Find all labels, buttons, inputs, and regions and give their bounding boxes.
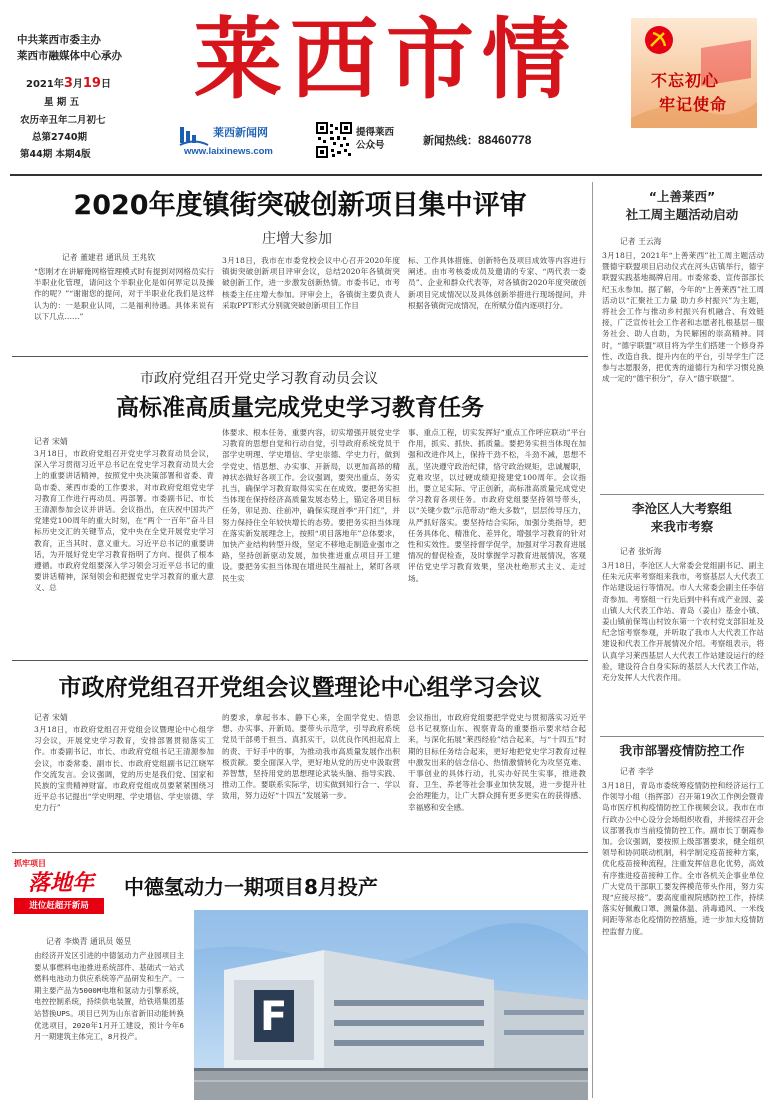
factory-photo-image	[194, 910, 588, 1100]
sidebar-byline-social-work: 记者 王云海	[620, 237, 662, 246]
article1-col1: “您刚才在讲解俺网格管理模式时有提到对网格员实行半职业化管理，请问这个半职业化是如何界定以及操作的呢？”“谢谢您的提问，对于半职业化我们是这样认为的：一是职业认同，二是福利待遇。具体来说有以下几点……”	[34, 267, 214, 321]
byline-hydrogen-project: 记者 李焕青 通讯员 姬昱	[46, 937, 132, 946]
byline-project-review: 记者 董建君 通讯员 王兆钦	[62, 253, 156, 262]
headline-project-review: 2020年度镇街突破创新项目集中评审	[73, 190, 527, 221]
issue-date: 2021年3月19日	[26, 76, 111, 91]
news-site-logo	[178, 124, 210, 146]
divider	[600, 494, 764, 495]
article2-col1: 3月18日，市政府党组召开党史学习教育动员会议，深入学习贯彻习近平总书记在党史学习教育动员大会上的重要讲话精神，按照党中央决策部署和省委、青岛市委、莱西市委的工作要求，对市政府党组党史学习教育工作进行再动员、再部署。市委副书记、市长王清源参加会议并讲话。会议指出，在庆祝中国共产党建党100周年的重大时刻，在“两个一百年”奋斗目标历史交汇的关键节点，党中央在全党开展党史学习教育，正当其时、意义重大。习近平总书记的重要讲话，为开展好党史学习教育指明了方向、提供了根本遵循。市政府党组要深入学习领会习近平总书记的重要讲话精神，深刻领会和把握党史学习教育的重大意义、总	[34, 449, 214, 593]
sidebar-headline-licang: 李沧区人大考察组 来我市考察	[631, 501, 732, 534]
sidebar-body-licang: 3月18日，李沧区人大常委会党组副书记、副主任朱元庆率考察组来我市，考察基层人大代表工作站建设运行等情况。市人大常委会副主任李信奇参加。考察组一行先后到中科有成产业园、姜山镇人大代表工作站、青岛（姜山）基金小镇、姜山镇前保驾山村饺东第一个农村党支部旧址及纪念馆考察参观，并听取了我市人大代表工作站建设和代表工作开展情况介绍。考察组表示，将认真学习莱西基层人大代表工作站建设运行的经验，建设符合自身实际的基层人大代表工作站，充分发挥人大代表作用。	[602, 561, 764, 683]
svg-text:F: F	[260, 994, 288, 1040]
byline-history-education: 记者 宋婧	[34, 437, 68, 446]
weekday: 星 期 五	[44, 97, 80, 108]
byline-party-meeting: 记者 宋婧	[34, 713, 68, 722]
sidebar-byline-licang: 记者 张炘海	[620, 547, 662, 556]
article3-col3: 会议指出，市政府党组要把学党史与贯彻落实习近平总书记视察山东、视察青岛的重要指示要求结合起来，与深化拓展“莱西经验”结合起来，与“十四五”时期的目标任务结合起来，更好地把党史学习教育过程中激发出来的信念信心、热情激情转化为攻坚克难、干事创业的具体行动，扎实办好民生实事，推进教育、卫生、养老等社会事业加快发展，进一步提升社会治理能力，让广大群众拥有更多更实在的获得感、幸福感和安全感。	[408, 713, 586, 812]
badge-sub-text: 进位赶超开新局	[14, 898, 104, 914]
sidebar-body-epidemic: 3月18日，青岛市委统筹疫情防控和经济运行工作领导小组（指挥部）召开第19次工作例会暨青岛市医疗机构疫情防控工作视频会议。我市在市行政办公中心设分会场组织收看，并接续召开会议部署我市当前疫情防控工作。副市长丁朝霞参加。会议强调，要按照上级部署要求，健全组织领导和协同联动机制，科学制定疫苗接种方案，优化疫苗接种流程，注重发挥信息化优势，高效有序推进疫苗接种工作。全市各机关企事业单位广大党员干部职工要发挥模范带头作用，努力实现“应接尽接”。要高度重视院感防控工作，持续落实好佩戴口罩、测量体温、消毒通风、一米线间距等常态化疫情防控措施，进一步加大疫情防控监督力度。	[602, 781, 764, 936]
article1-col2: 3月18日，我市在市委党校会议中心召开2020年度镇街突破创新项目评审会议，总结2020年各镇街突破创新工作，进一步激发创新热情。市委书记、市考核委主任庄增大参加。评审会上，各镇街主要负责人采取PPT形式分别就突破创新项目工作目	[222, 256, 400, 310]
newspaper-title: 莱西市情	[193, 7, 578, 111]
article4-body: 由经济开发区引进的中德氢动力产业园项目主要从事燃料电池推进系统部件、基础式一站式燃料电池动力供应系统等产品研发和生产。一期主要产品为5000M电堆和氢动力引擎系统，电控控制系统，持续供电装置，给铁塔集团基站替换UPS。项目已列为山东省新旧动能转换优选项目，2020年1月开工建设，预计今年6月一期建筑主体完工，8月投产。	[34, 951, 184, 1042]
subhead-project-review: 庄增大参加	[262, 231, 332, 247]
factory-photo	[194, 910, 588, 1100]
article3-col2: 的要求，拿起书本、静下心来，全面学党史、悟思想、办实事、开新局。要带头示范学，引导政府系统党员干部勇于担当、真抓实干，以优良作风担起肩上的责、干好手中的事，为推动我市高质量发展作出积极贡献。要全面深入学，更好地从党的历史中汲取营养智慧，坚持用党的思想理论武装头脑、指导实践、推动工作。要联系实际学，切实做到知行合一、学以致用，努力迈好“十四五”发展第一步。	[222, 713, 400, 801]
slogan-line-1: 不忘初心	[651, 71, 720, 90]
column-divider	[592, 182, 593, 1098]
project-badge	[14, 858, 106, 924]
qr-code[interactable]	[316, 122, 352, 158]
headline-history-education: 高标准高质量完成党史学习教育任务	[116, 395, 484, 421]
site-logo-icon	[178, 124, 210, 146]
masthead	[0, 0, 772, 170]
news-hotline: 新闻热线：88460778	[423, 133, 532, 147]
kicker-history-education: 市政府党组召开党史学习教育动员会议	[140, 371, 378, 387]
sidebar-headline-epidemic: 我市部署疫情防控工作	[619, 743, 745, 758]
sidebar-headline-social-work: “上善莱西” 社工周主题活动启动	[625, 189, 739, 222]
divider	[12, 660, 588, 661]
article1-col3: 标、工作具体措施、创新特色及项目成效等内容进行阐述。由市考核委成员及邀请的专家、“两代表一委员”、企业和群众代表等，对各镇街2020年度突破创新项目完成情况以及具体创新举措进行现场提问，并根据各镇街完成情况，在所赋分值内逐项打分。	[408, 256, 586, 310]
sidebar-byline-epidemic: 记者 李学	[620, 767, 654, 776]
qr-code-icon	[316, 122, 352, 158]
article2-col3: 事、重点工程，切实发挥好“重点工作呼应联动”平台作用，抓实、抓快、抓质量。要把务实担当体现在加强和改进作风上，保持干劲不松，斗劲不减，思想不乱，坚决遵守政治纪律，恪守政治规矩，忠诚履职，克难攻坚，以过硬成绩迎接建党100周年。会议指出，要立足实际、守正创新，高标准高质量完成党史学习教育各项任务。市政府党组要坚持领导带头，以“关键少数”示范带动“绝大多数”，层层传导压力，从严抓好落实。要坚持结合实际，加强分类指导，把任务具体化、精准化、差异化，增强学习教育的针对性和实效性。要坚持督学促学，加强对学习教育进展情况的督促检查，及时掌握学习教育进展情况，客观评估党史学习教育效果，坚决杜绝形式主义、走过场。	[408, 428, 586, 583]
slogan-line-2: 牢记使命	[659, 95, 728, 114]
badge-top-text: 抓牢项目	[14, 859, 46, 868]
divider	[600, 736, 764, 737]
site-name: 莱西新闻网	[213, 126, 268, 139]
issue-number: 第44期 本期4版	[20, 149, 91, 160]
qr-caption: 提得莱西 公众号	[356, 127, 395, 151]
article2-col2: 体要求、根本任务、重要内容，切实增强开展党史学习教育的思想自觉和行动自觉，引导政府系统党员干部学史明理、学史增信、学史崇德、学史力行，做到学党史、悟思想、办实事、开新局，以更加高昂的精神状态做好各项工作。会议强调，要突出重点、务实扎当，确保学习教育取得实实在在成效。要把务实担当体现在保持经济高质量发展态势上，锚定各项目标任务，卯足劲、往前冲，确保实现首季“开门红”，并努力保持住全年较快增长的态势。要把务实担当体现在落实新发展理念上，按照“项目落地年”总体要求，加快产业结构转型升级，坚定不移地走制造业强市之路，坚持创新驱动发展，加快推进重点项目开工建设。要把务实担当体现在增进民生福祉上，紧盯各项民生实	[222, 428, 400, 583]
headline-hydrogen-project: 中德氢动力一期项目8月投产	[124, 875, 378, 899]
sidebar-body-social-work: 3月18日，2021年“上善莱西”社工周主题活动暨德宇联盟项目启动仪式在河头店镇举行，德宇联盟实践基地揭牌启用。市委常委、宣传部部长纪玉永参加。据了解，今年的“上善莱西”社工周活动以“汇聚社工力量 助力乡村振兴”为主题，将社会工作与推动乡村振兴有机融合、有效链接，广泛宣传社会工作者和志愿者扎根基层－服务社会、助人自助，为民解困的崇高精神。同时，“德宇联盟”项目将为学生们搭建一个修身养性、改造自我、提升内在的平台，引导学生广泛参与志愿服务，把优秀的道德行为和学习惯兑换成一定的“德宇积分”，存入“德宇联盟”。	[602, 251, 764, 384]
publisher-info: 中共莱西市委主办 莱西市融媒体中心承办	[17, 34, 122, 62]
article3-col1: 3月18日，市政府党组召开党组会议暨理论中心组学习会议，开展党史学习教育，安排部署贯彻落实工作。市委副书记、市长、市政府党组书记王清源参加会议，市委常委、副市长、市政府党组副书记江晓军作交流发言。会议强调，党的历史是我们党、国家和民族的宝贵精神财富。市政府党组成员要紧紧围绕习近平总书记提出“学史明理、学史增信、学史崇德、学史力行”	[34, 725, 214, 813]
divider	[12, 356, 588, 357]
divider	[12, 852, 588, 853]
lunar-date: 农历辛丑年二月初七	[20, 115, 106, 126]
slogan-panel	[631, 18, 757, 128]
masthead-divider	[10, 174, 762, 176]
badge-main-text: 落地年	[28, 870, 95, 896]
total-issue: 总第2740期	[32, 132, 87, 143]
headline-party-meeting: 市政府党组召开党组会议暨理论中心组学习会议	[58, 675, 542, 701]
site-url[interactable]: www.laixinews.com	[184, 146, 273, 157]
